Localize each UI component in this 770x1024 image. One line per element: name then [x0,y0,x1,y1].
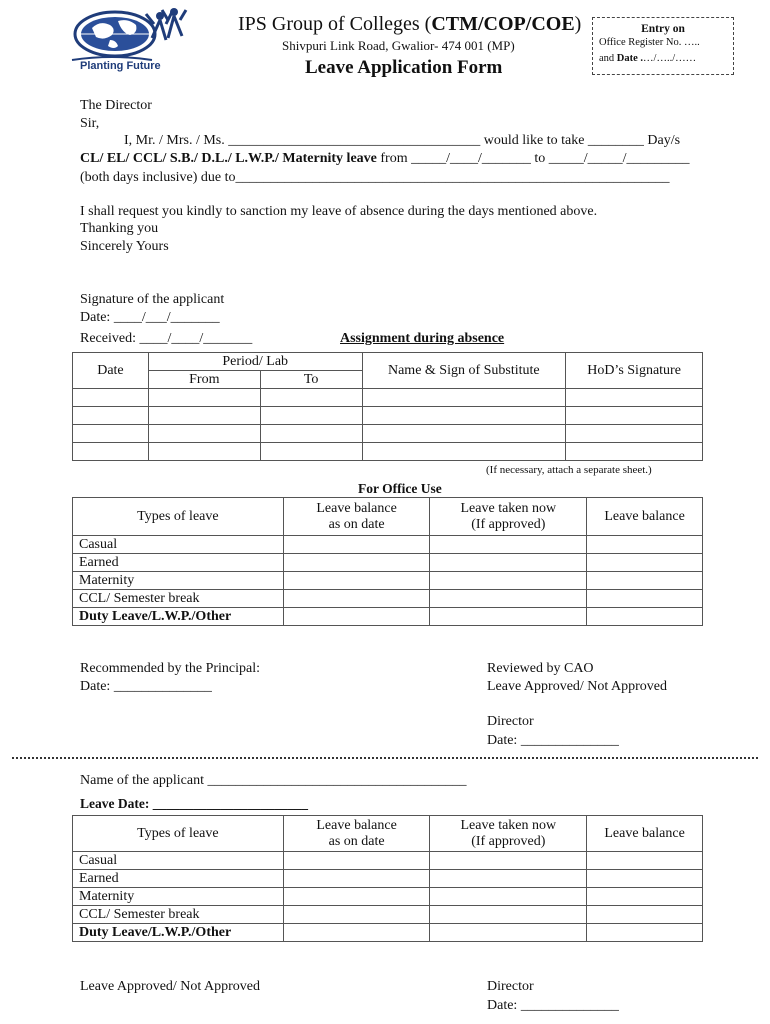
register-number: Office Register No. ….. [599,37,700,48]
table-row [73,425,703,443]
approval-status: Leave Approved/ Not Approved [487,679,668,694]
taken-cell[interactable] [430,852,587,870]
date-cell[interactable] [73,407,149,425]
hod-cell[interactable] [566,407,703,425]
college-address: Shivpuri Link Road, Gwalior- 474 001 (MP) [282,38,515,53]
balance-cell[interactable] [283,888,430,906]
balance-cell[interactable] [283,572,430,590]
balance-cell[interactable] [283,536,430,554]
col-taken: Leave taken now (If approved) [430,498,587,536]
taken-cell[interactable] [430,888,587,906]
table-row [73,852,703,870]
table-row [73,924,703,942]
taken-cell[interactable] [430,608,587,626]
balance-cell[interactable] [283,906,430,924]
col-substitute: Name & Sign of Substitute [362,353,566,389]
table-row [73,536,703,554]
hod-cell[interactable] [566,443,703,461]
applicant-line: I, Mr. / Mrs. / Ms. ____________________________________ would like to take ________ Day/s [124,133,681,148]
leave-type: Duty Leave/L.W.P./Other [73,924,284,942]
logo-tagline: Planting Future [80,60,161,72]
from-cell[interactable] [148,407,260,425]
table-row [73,906,703,924]
col-balance-date: Leave balance as on date [283,816,430,852]
taken-cell[interactable] [430,572,587,590]
col-date: Date [73,353,149,389]
substitute-cell[interactable] [362,425,566,443]
balance-cell[interactable] [283,852,430,870]
balance-after-cell[interactable] [587,852,703,870]
office-use-table [72,497,703,626]
table-row [73,389,703,407]
taken-cell[interactable] [430,536,587,554]
leave-type: Casual [73,852,284,870]
balance-cell[interactable] [283,608,430,626]
office-entry-box [592,17,734,75]
table-row [73,572,703,590]
table-row [73,443,703,461]
taken-cell[interactable] [430,870,587,888]
to-cell[interactable] [260,443,362,461]
table-row [73,407,703,425]
balance-after-cell[interactable] [587,554,703,572]
table-row [73,870,703,888]
col-hod: HoD’s Signature [566,353,703,389]
date-cell[interactable] [73,389,149,407]
closing-text: Sincerely Yours [80,239,169,254]
col-balance: Leave balance [587,498,703,536]
slip-leave-date: Leave Date: _______________________ [80,796,308,811]
date-cell[interactable] [73,443,149,461]
date-cell[interactable] [73,425,149,443]
balance-after-cell[interactable] [587,536,703,554]
balance-after-cell[interactable] [587,590,703,608]
substitute-cell[interactable] [362,443,566,461]
balance-cell[interactable] [283,554,430,572]
slip-approval-status: Leave Approved/ Not Approved [80,979,261,994]
table-row [73,888,703,906]
balance-after-cell[interactable] [587,888,703,906]
slip-director-date: Date: ______________ [487,998,619,1013]
director-label: Director [487,714,534,729]
salutation: Sir, [80,116,100,131]
leave-type: Maternity [73,888,284,906]
slip-director-label: Director [487,979,534,994]
table-row [73,590,703,608]
leave-type: Duty Leave/L.W.P./Other [73,608,284,626]
to-cell[interactable] [260,407,362,425]
addressee: The Director [80,98,152,113]
from-cell[interactable] [148,389,260,407]
director-date: Date: ______________ [487,733,619,748]
request-text: I shall request you kindly to sanction my leave of absence during the days mentioned above. [80,204,598,219]
leave-type: Earned [73,554,284,572]
table-row [73,554,703,572]
hod-cell[interactable] [566,389,703,407]
entry-date: and Date .…/…../…… [599,53,697,64]
col-balance: Leave balance [587,816,703,852]
taken-cell[interactable] [430,590,587,608]
from-cell[interactable] [148,425,260,443]
recommended-date: Date: ______________ [80,679,212,694]
col-type: Types of leave [73,816,284,852]
slip-applicant-name: Name of the applicant _____________________________________ [80,773,467,788]
substitute-cell[interactable] [362,389,566,407]
taken-cell[interactable] [430,554,587,572]
signature-date: Date: ____/___/_______ [80,310,220,325]
col-to: To [260,371,362,389]
assignment-table [72,352,703,461]
table-row [73,608,703,626]
from-cell[interactable] [148,443,260,461]
to-cell[interactable] [260,389,362,407]
hod-cell[interactable] [566,425,703,443]
to-cell[interactable] [260,425,362,443]
signature-label: Signature of the applicant [80,292,225,307]
reviewed-label: Reviewed by CAO [487,661,594,676]
col-type: Types of leave [73,498,284,536]
substitute-cell[interactable] [362,407,566,425]
col-from: From [148,371,260,389]
taken-cell[interactable] [430,906,587,924]
balance-after-cell[interactable] [587,906,703,924]
leave-type: CCL/ Semester break [73,906,284,924]
entry-title: Entry on [641,23,685,35]
leave-type: Casual [73,536,284,554]
balance-cell[interactable] [283,870,430,888]
taken-cell[interactable] [430,924,587,942]
form-title: Leave Application Form [305,57,503,78]
col-taken: Leave taken now (If approved) [430,816,587,852]
col-balance-date: Leave balance as on date [283,498,430,536]
col-period: Period/ Lab [148,353,362,371]
separate-sheet-note: (If necessary, attach a separate sheet.) [486,464,652,476]
balance-after-cell[interactable] [587,870,703,888]
college-name: IPS Group of Colleges (CTM/COP/COE) [238,13,582,35]
thanking-text: Thanking you [80,221,159,236]
leave-type-line: CL/ EL/ CCL/ S.B./ D.L./ L.W.P./ Maternity leave from _____/____/_______ to _____/_____/_________ [80,151,690,166]
received-date: Received: ____/____/_______ [80,331,253,346]
leave-type: Maternity [73,572,284,590]
reason-line: (both days inclusive) due to______________________________________________________________ [80,170,670,185]
balance-after-cell[interactable] [587,924,703,942]
balance-cell[interactable] [283,590,430,608]
balance-cell[interactable] [283,924,430,942]
slip-leave-table [72,815,703,942]
leave-type: Earned [73,870,284,888]
balance-after-cell[interactable] [587,572,703,590]
leave-type: CCL/ Semester break [73,590,284,608]
assignment-title: Assignment during absence [340,331,505,346]
balance-after-cell[interactable] [587,608,703,626]
recommended-label: Recommended by the Principal: [80,661,261,676]
cut-line [12,757,758,759]
office-use-title: For Office Use [358,481,442,496]
